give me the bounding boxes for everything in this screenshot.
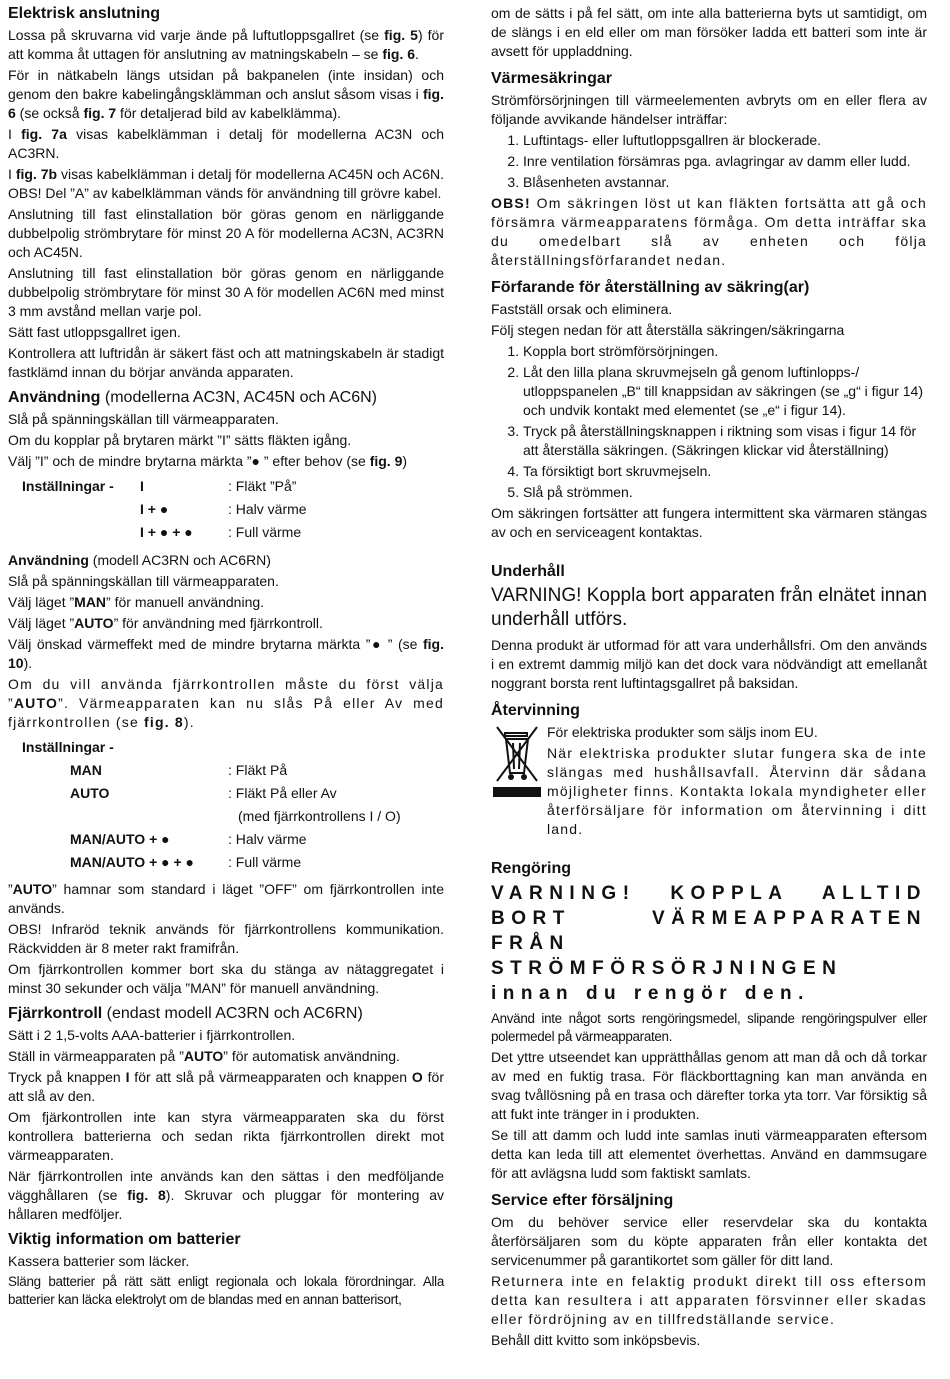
cleaning-warning: VARNING! KOPPLA ALLTID BORT VÄRMEAPPARATEN FRÅN STRÖMFÖRSÖRJNINGEN innan du rengör den. — [491, 883, 927, 1004]
paragraph: Om fjärkontrollen inte kan styra värmeapparaten ska du först kontrollera batterierna och sedan rikta fjärrkontrollen direkt mot värmeapparaten. — [8, 1109, 444, 1163]
recycling-block — [491, 723, 927, 841]
setting-description: : Full värme — [228, 524, 302, 540]
heading-cleaning: Rengöring — [491, 860, 571, 877]
paragraph: Slå på spänningskällan till värmeapparaten. — [8, 411, 279, 427]
list-item: 5. Slå på strömmen. — [523, 483, 927, 502]
paragraph: Se till att damm och ludd inte samlas inuti värmeapparaten eftersom detta kan leda till att elementet överhettas. Använd en dammsugare för att avlägsna ludd som faktiskt samlats. — [491, 1127, 927, 1181]
paragraph: För elektriska produkter som säljs inom EU. — [547, 724, 818, 740]
right-column — [491, 4, 927, 1352]
paragraph: Sätt fast utloppsgallret igen. — [8, 324, 181, 340]
setting-symbol: MAN — [70, 762, 102, 778]
setting-symbol: MAN/AUTO + ● + ● — [70, 854, 195, 870]
paragraph: om de sätts i på fel sätt, om inte alla batterierna byts ut samtidigt, om de slängs i en eld eller om man försöker ladda ett batteri som inte är avsett för uppladdning. — [491, 5, 927, 59]
list-item: 1. Koppla bort strömförsörjningen. — [523, 342, 927, 361]
paragraph: Det yttre utseendet kan upprätthållas genom att man då och då torkar av med en fuktig trasa. För fläckborttagning kan man använda en svag tvållösning på en trasa och därefter torka yta torr. Var försiktig så att fukt inte tränger in i produkten. — [491, 1049, 927, 1122]
paragraph: För in nätkabeln längs utsidan på bakpanelen (inte insidan) och genom den bakre kabelingångsklämman och anslut såsom visas i fig. 6 (se också fig. 7 för detaljerad bild av kabelklämma). — [8, 67, 444, 121]
settings-label: Inställningar - — [22, 739, 114, 755]
list-item: 3. Blåsenheten avstannar. — [523, 173, 927, 192]
setting-description: : Fläkt ”På” — [228, 478, 297, 494]
reset-list — [491, 342, 927, 502]
paragraph: Kassera batterier som läcker. — [8, 1253, 190, 1269]
setting-description: : Halv värme — [228, 501, 307, 517]
heading-usage-2: Användning (modell AC3RN och AC6RN) — [8, 552, 271, 568]
list-item: 4. Ta försiktigt bort skruvmejseln. — [523, 462, 927, 481]
paragraph: Om du behöver service eller reservdelar ska du kontakta återförsäljaren som du köpte apparaten från eller kontakta det servicenummer på garantikortet som gäller för ditt land. — [491, 1214, 927, 1268]
paragraph: Tryck på knappen I för att slå på värmeapparaten och knappen O för att slå av den. — [8, 1069, 445, 1104]
paragraph: Om fjärrkontrollen kommer bort ska du stänga av nätaggregatet i minst 30 sekunder och välja ”MAN” för manuell användning. — [8, 961, 444, 996]
fuse-list — [491, 131, 927, 192]
paragraph: I fig. 7b visas kabelklämman i detalj för modellerna AC45N och AC6N. OBS! Del ”A” av kabelklämman vänds för användning till grövre kabel. — [8, 166, 444, 201]
settings-table-1 — [18, 475, 311, 544]
list-item: 3. Tryck på återställningsknappen i riktning som visas i figur 14 för att återställa säkringen. (Säkringen klickar vid återställning) — [523, 422, 927, 460]
paragraph: Behåll ditt kvitto som inköpsbevis. — [491, 1332, 701, 1348]
paragraph: Sätt i 2 1,5-volts AAA-batterier i fjärrkontrollen. — [8, 1027, 296, 1043]
paragraph: Välj önskad värmeffekt med de mindre brytarna märkta ”● ” (se fig. 10). — [8, 636, 444, 671]
setting-symbol: I — [140, 478, 144, 494]
setting-symbol: AUTO — [70, 785, 110, 801]
paragraph: OBS! Om säkringen löst ut kan fläkten fortsätta att gå och försämra värmeapparatens förmåga. Om detta inträffar ska du omedelbart slå av enheten och följa återställningsförfarandet nedan. — [491, 195, 927, 268]
settings-label: Inställningar - — [22, 478, 114, 494]
heading-recycling: Återvinning — [491, 702, 580, 719]
heading-battery-info: Viktig information om batterier — [8, 1231, 241, 1248]
paragraph: Ställ in värmeapparaten på ”AUTO” för automatisk användning. — [8, 1048, 400, 1064]
paragraph: ”AUTO” hamnar som standard i läget ”OFF” om fjärrkontrollen inte används. — [8, 881, 444, 916]
maintenance-warning: VARNING! Koppla bort apparaten från elnätet innan underhåll utförs. — [491, 585, 927, 630]
paragraph: Släng batterier på rätt sätt enligt regionala och lokala förordningar. Alla batterier kan läcka elektrolyt om de blandas med en annan batterisort, — [8, 1274, 444, 1307]
setting-symbol: MAN/AUTO + ● — [70, 831, 170, 847]
heading-remote-control: Fjärrkontroll (endast modell AC3RN och AC6RN) — [8, 1005, 363, 1022]
paragraph: Fastställ orsak och eliminera. — [491, 301, 673, 317]
paragraph: Välj ”I” och de mindre brytarna märkta ”● ” efter behov (se fig. 9) — [8, 453, 408, 469]
paragraph: När fjärrkontrollen inte används kan den sättas i den medföljande vägghållaren (se fig. 8). Skruvar och pluggar för montering av hållaren medföljer. — [8, 1168, 445, 1222]
paragraph: Välj läget ”AUTO” för användning med fjärrkontroll. — [8, 615, 323, 631]
setting-description: (med fjärrkontrollens I / O) — [238, 808, 401, 824]
left-column — [8, 4, 444, 1311]
setting-description: : Halv värme — [228, 831, 307, 847]
list-item: 1. Luftintags- eller luftutloppsgallren är blockerade. — [523, 131, 927, 150]
setting-description: : Full värme — [228, 854, 302, 870]
heading-usage-1: Användning (modellerna AC3N, AC45N och AC6N) — [8, 389, 378, 406]
setting-description: : Fläkt På — [228, 762, 288, 778]
paragraph: Lossa på skruvarna vid varje ände på luftutloppsgallret (se fig. 5) för att komma åt uttagen för anslutning av matningskabeln – se fig. 6. — [8, 27, 445, 62]
settings-table-2 — [18, 736, 405, 874]
heading-reset-procedure: Förfarande för återställning av säkring(ar) — [491, 279, 810, 296]
paragraph: Anslutning till fast elinstallation bör göras genom en närliggande dubbelpolig strömbrytare för minst 30 A för modellen AC6N med minst 3 mm avstånd mellan varje pol. — [8, 265, 444, 319]
paragraph: I fig. 7a visas kabelklämman i detalj för modellerna AC3N och AC3RN. — [8, 126, 444, 161]
paragraph: Kontrollera att luftridån är säkert fäst och att matningskabeln är stadigt fastklämd innan du börjar använda apparaten. — [8, 345, 444, 380]
paragraph: Anslutning till fast elinstallation bör göras genom en närliggande dubbelpolig strömbrytare för minst 20 A för modellerna AC3N, AC3RN och AC45N. — [8, 206, 444, 260]
paragraph: Följ stegen nedan för att återställa säkringen/säkringarna — [491, 322, 845, 338]
paragraph: Slå på spänningskällan till värmeapparaten. — [8, 573, 279, 589]
paragraph: Välj läget ”MAN” för manuell användning. — [8, 594, 265, 610]
paragraph: OBS! Infraröd teknik används för fjärrkontrollens kommunikation. Räckvidden är 8 meter rakt framifrån. — [8, 921, 444, 956]
heading-electrical-connection: Elektrisk anslutning — [8, 5, 161, 22]
paragraph: Om du vill använda fjärrkontrollen måste du först välja ”AUTO”. Värmeapparaten kan nu slås På eller Av med fjärrkontrollen (se fig. 8). — [8, 676, 444, 730]
setting-symbol: I + ● + ● — [140, 524, 193, 540]
paragraph: När elektriska produkter slutar fungera ska de inte slängas med hushållsavfall. Återvinn där sådana möjligheter finns. Kontakta lokala myndigheter eller återförsäljare för information om återvinning i ditt land. — [547, 745, 927, 837]
setting-description: : Fläkt På eller Av — [228, 785, 337, 801]
paragraph: Om du kopplar på brytaren märkt ”I” sätts fläkten igång. — [8, 432, 352, 448]
list-item: 2. Inre ventilation försämras pga. avlagringar av damm eller ludd. — [523, 152, 927, 171]
paragraph: Om säkringen fortsätter att fungera intermittent ska värmaren stängas av och en serviceagent kontaktas. — [491, 505, 927, 540]
list-item: 2. Låt den lilla plana skruvmejseln gå genom luftinlopps-/ utloppspanelen „B“ till knappsidan av säkringen (se „g“ i figur 14) och undvik kontakt med elementet (se „e“ i figur 14). — [523, 363, 927, 420]
paragraph: Använd inte något sorts rengöringsmedel, slipande rengöringspulver eller polermedel på värmeapparaten. — [491, 1011, 927, 1044]
setting-symbol: I + ● — [140, 501, 169, 517]
paragraph: Returnera inte en felaktig produkt direkt till oss eftersom detta kan resultera i att apparaten försvinner eller skadas eller fördröjning av en tillfredställande service. — [491, 1273, 927, 1327]
heading-maintenance: Underhåll — [491, 563, 565, 580]
heading-after-sales-service: Service efter försäljning — [491, 1192, 674, 1209]
heading-heat-fuses: Värmesäkringar — [491, 70, 612, 87]
paragraph: Denna produkt är utformad för att vara underhållsfri. Om den används i en extremt dammig miljö kan det dock vara nödvändigt att emellanåt noggrant borsta rent luftintagsgallret på baksidan. — [491, 637, 927, 691]
paragraph: Strömförsörjningen till värmeelementen avbryts om en eller flera av följande avvikande händelser inträffar: — [491, 92, 927, 127]
